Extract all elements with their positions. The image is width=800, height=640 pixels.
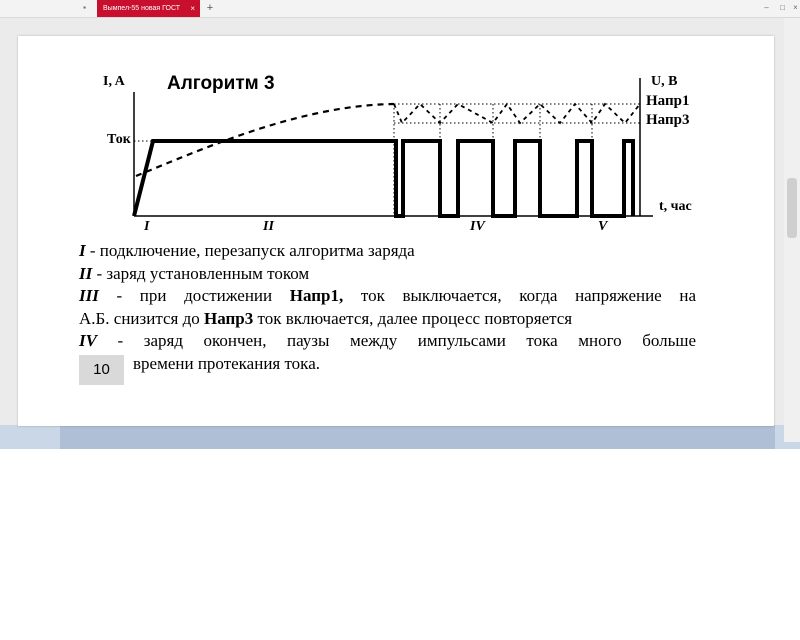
phase-label-4: IV: [470, 219, 485, 234]
minimize-icon[interactable]: –: [764, 3, 769, 12]
desc-line-3: III - при достижении Напр1, ток выключается, когда напряжение на: [79, 286, 696, 305]
x-axis-label: t, час: [659, 199, 692, 214]
desc-line-4: А.Б. снизится до Напр3 ток включается, далее процесс повторяется: [79, 308, 573, 328]
new-tab-button[interactable]: +: [206, 2, 214, 14]
maximize-icon[interactable]: □: [780, 3, 785, 12]
current-label: Ток: [107, 132, 131, 147]
desc-line-2: II - заряд установленным током: [79, 263, 310, 283]
desc-line-6: времени протекания тока.: [133, 353, 320, 373]
u3-label: Напр3: [646, 112, 690, 128]
tab-title: Вымпел-55 новая ГОСТ: [103, 5, 181, 12]
y-axis-right-label: U, B: [651, 74, 678, 89]
desc-line-1: I - подключение, перезапуск алгоритма заряда: [79, 241, 415, 260]
current-waveform: [134, 141, 633, 216]
algorithm-description: [79, 240, 696, 375]
tab-close-icon[interactable]: ×: [190, 4, 195, 13]
slide-title: Алгоритм 3: [167, 73, 275, 94]
phase-label-5: V: [598, 219, 608, 234]
y-axis-left-label: I, A: [103, 74, 125, 89]
u1-label: Напр1: [646, 93, 690, 109]
close-window-icon[interactable]: ×: [793, 3, 798, 12]
page-number-badge: 10: [79, 355, 124, 385]
voltage-oscillation: [394, 104, 640, 123]
window-icon: ▪: [83, 3, 86, 12]
desc-line-5: IV - заряд окончен, паузы между импульсами тока много больше: [79, 331, 696, 350]
phase-label-1: I: [144, 219, 150, 234]
phase-label-2: II: [263, 219, 274, 234]
